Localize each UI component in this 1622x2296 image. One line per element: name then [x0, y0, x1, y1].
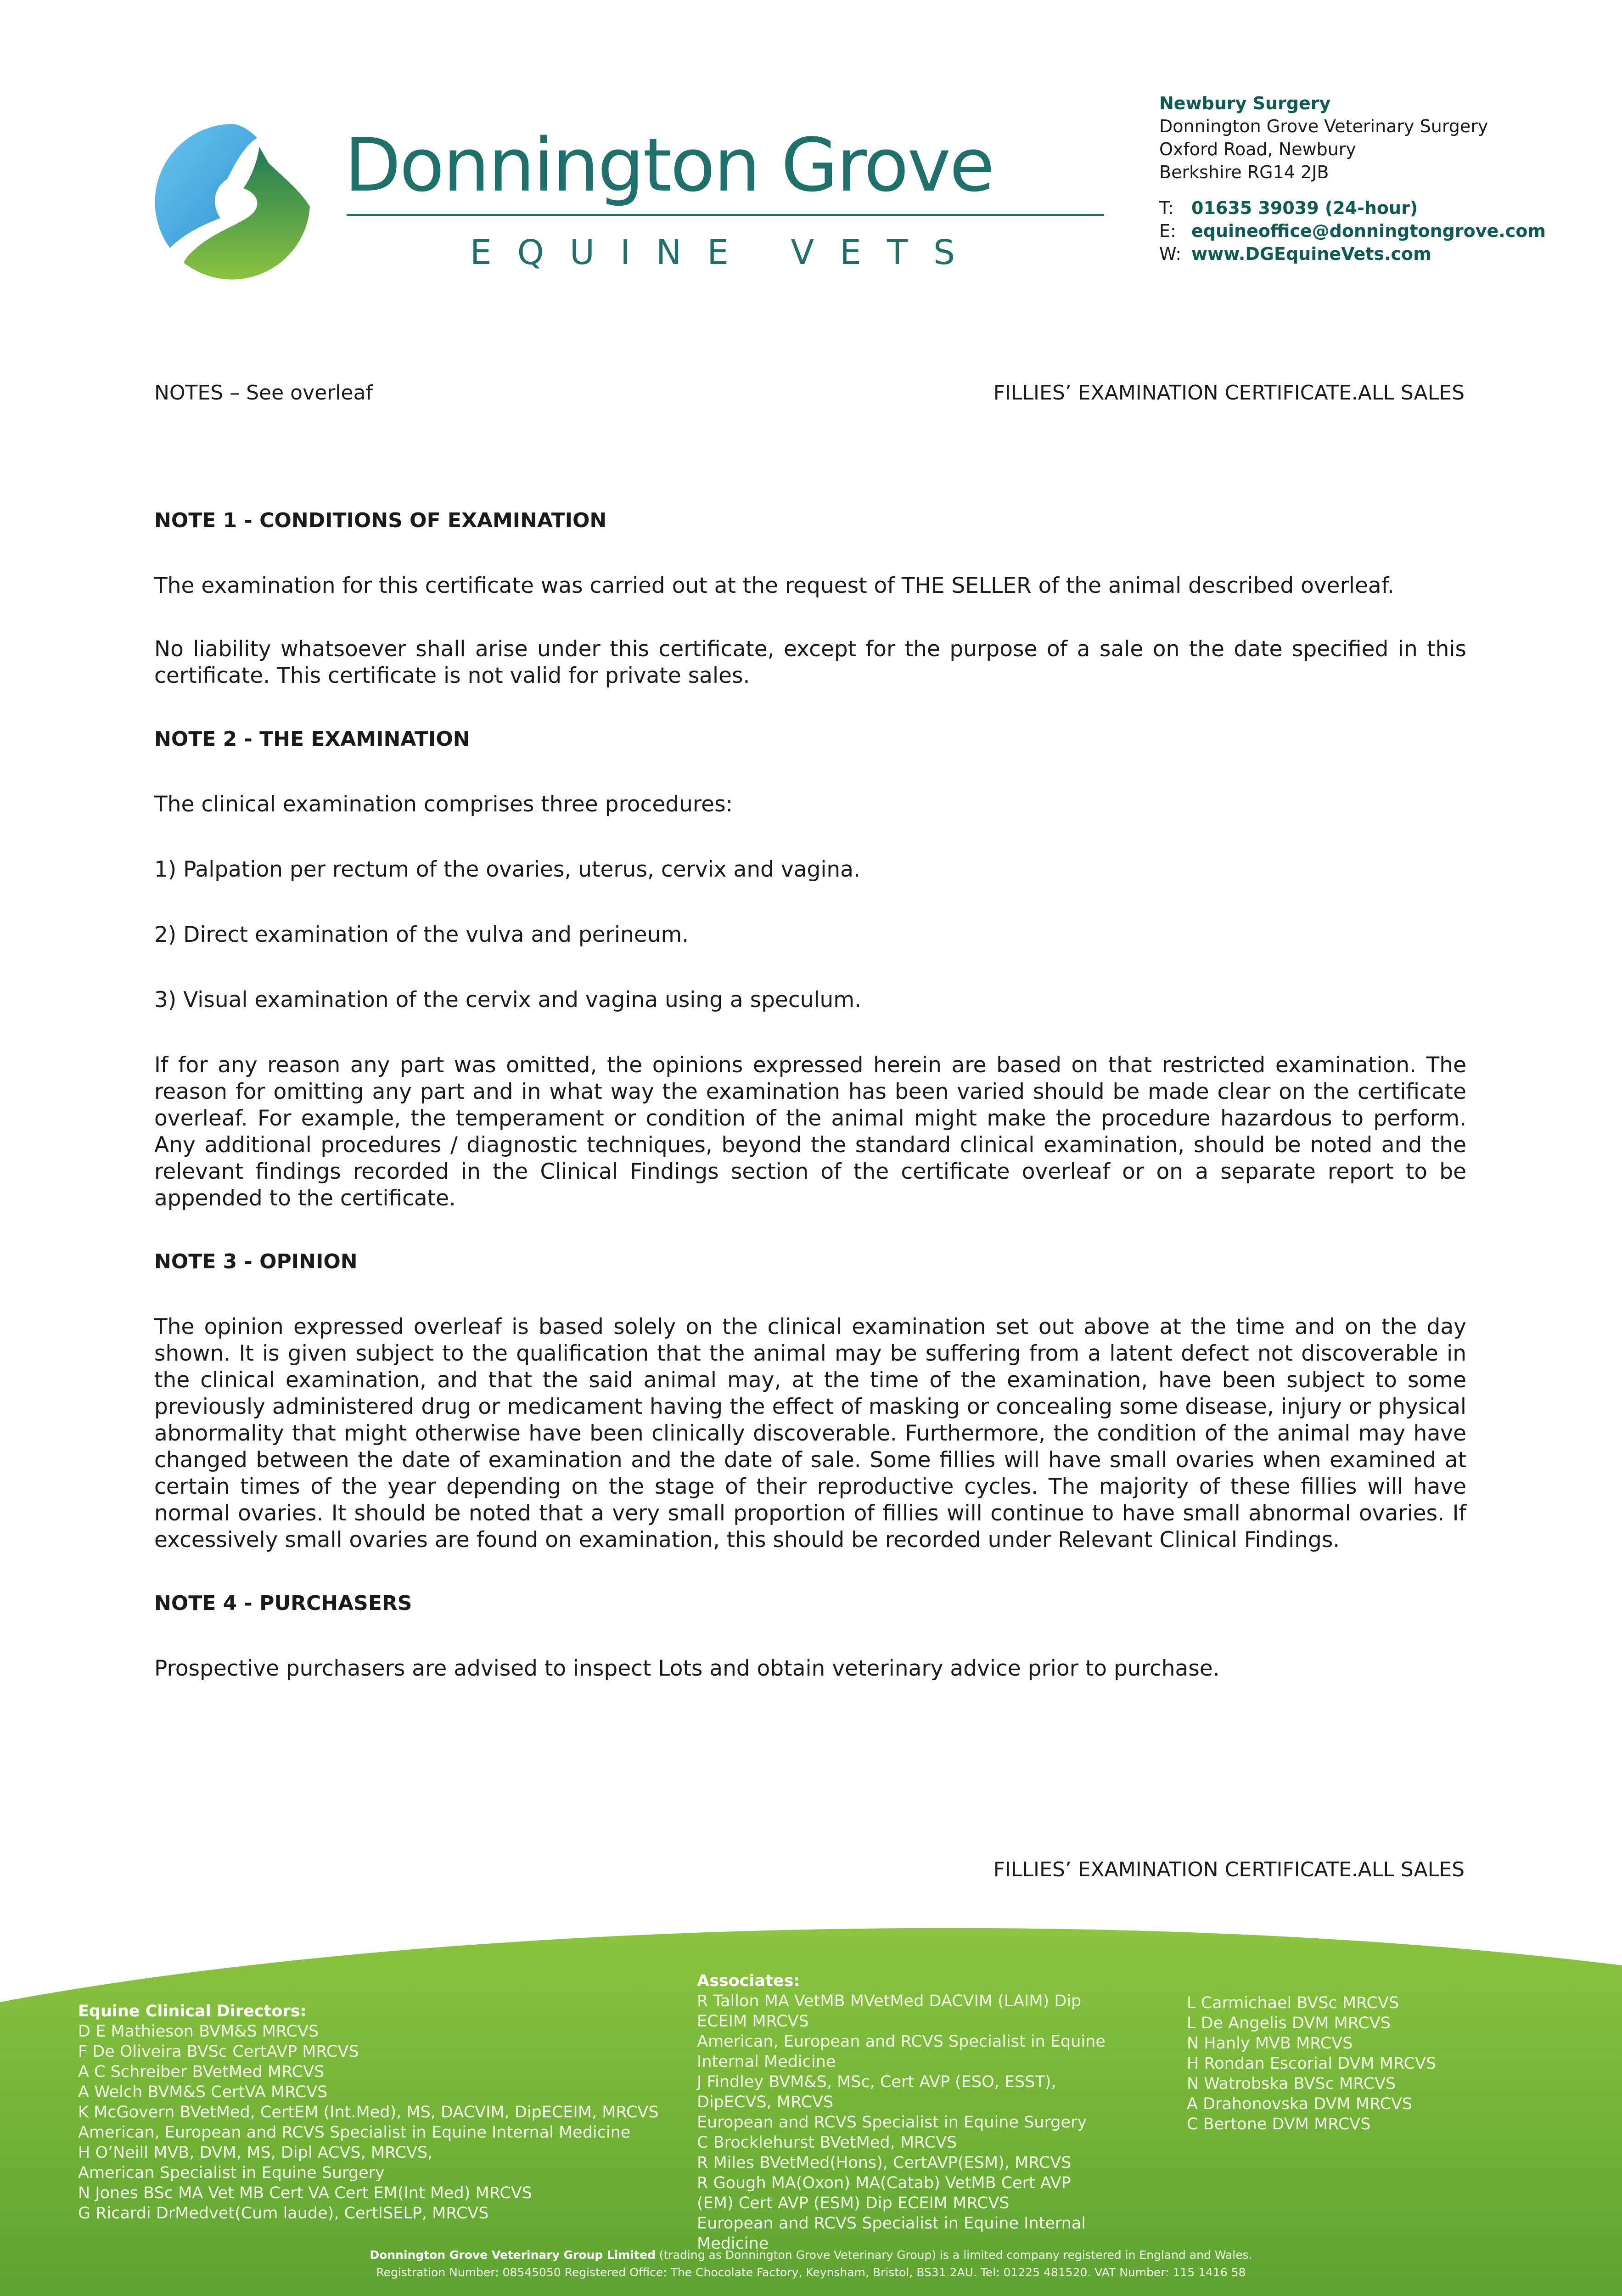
brand-logo [152, 115, 993, 289]
staff-entry: C Brocklehurst BVetMed, MRCVS [697, 2133, 957, 2152]
staff-entry: R Miles BVetMed(Hons), CertAVP(ESM), MRCVS [697, 2154, 1072, 2172]
staff-entry: R Tallon MA VetMB MVetMed DACVIM (LAIM) Dip [697, 1992, 1082, 2010]
associates-heading: Associates: [697, 1972, 800, 1990]
note2-paragraph: If for any reason any part was omitted, the opinions expressed herein are based on that restricted examination. The reason for omitting any part and in what way the examination has been varied should be made clear on the certificate overleaf. For example, the temperament or condition of the animal might make the procedure hazardous to perform. Any additional procedures / diagnostic techniques, beyond the standard clinical examination, should be noted and the relevant findings recorded in the Clinical Findings section of the certificate overleaf or on a separate report to be appended to the certificate. [154, 1052, 1466, 1211]
procedure-item: 2) Direct examination of the vulva and perineum. [154, 922, 689, 947]
legal-notice [0, 2246, 1622, 2281]
phone-label: T: [1159, 198, 1174, 218]
staff-entry: A Welch BVM&S CertVA MRCVS [78, 2083, 328, 2101]
staff-entry: C Bertone DVM MRCVS [1187, 2115, 1371, 2133]
staff-entry: Medicine [697, 2234, 769, 2253]
staff-entry: D E Mathieson BVM&S MRCVS [78, 2022, 319, 2041]
staff-entry: L Carmichael BVSc MRCVS [1187, 1994, 1399, 2012]
procedure-item: 3) Visual examination of the cervix and vagina using a speculum. [154, 987, 862, 1013]
phone-row [1159, 197, 1572, 219]
brand-subtitle: EQUINE VETS [470, 233, 981, 272]
horse-head-emblem-icon [152, 119, 317, 285]
address-line: Berkshire RG14 2JB [1159, 162, 1329, 182]
company-name: Donnington Grove Veterinary Group Limited [370, 2248, 656, 2262]
staff-entry: J Findley BVM&S, MSc, Cert AVP (ESO, ESST), [697, 2073, 1056, 2091]
staff-entry: G Ricardi DrMedvet(Cum laude), CertISELP, MRCVS [78, 2204, 489, 2223]
certificate-title: FILLIES’ EXAMINATION CERTIFICATE.ALL SALES [993, 381, 1465, 405]
web-label: W: [1159, 244, 1182, 264]
staff-entry: European and RCVS Specialist in Equine Internal [697, 2214, 1086, 2233]
note4-heading: NOTE 4 - PURCHASERS [154, 1592, 412, 1615]
note1-heading: NOTE 1 - CONDITIONS OF EXAMINATION [154, 509, 607, 532]
note2-intro: The clinical examination comprises three procedures: [154, 792, 733, 817]
note4-paragraph: Prospective purchasers are advised to inspect Lots and obtain veterinary advice prior to purchase. [154, 1656, 1220, 1681]
website-link[interactable]: www.DGEquineVets.com [1191, 244, 1431, 264]
notes-see-overleaf: NOTES – See overleaf [154, 381, 373, 405]
staff-entry: N Watrobska BVSc MRCVS [1187, 2075, 1396, 2093]
legal-line-1 [0, 2246, 1622, 2264]
email-row [1159, 219, 1572, 242]
staff-entry: R Gough MA(Oxon) MA(Catab) VetMB Cert AVP [697, 2174, 1071, 2192]
web-row [1159, 242, 1572, 265]
staff-entry: American, European and RCVS Specialist in Equine [697, 2032, 1106, 2051]
email-link[interactable]: equineoffice@donningtongrove.com [1191, 221, 1546, 241]
staff-entry: Internal Medicine [697, 2053, 836, 2071]
staff-entry: ECEIM MRCVS [697, 2012, 809, 2031]
brand-divider [347, 214, 1104, 216]
notes-body [154, 507, 1466, 1682]
note3-heading: NOTE 3 - OPINION [154, 1250, 358, 1273]
staff-entry: F De Oliveira BVSc CertAVP MRCVS [78, 2043, 359, 2061]
email-label: E: [1159, 221, 1176, 241]
brand-name: Donnington Grove [344, 122, 993, 208]
surgery-name: Newbury Surgery [1159, 93, 1331, 113]
address-line: Donnington Grove Veterinary Surgery [1159, 116, 1488, 136]
directors-list [78, 2001, 721, 2223]
directors-heading: Equine Clinical Directors: [78, 2002, 307, 2020]
staff-entry: European and RCVS Specialist in Equine Surgery [697, 2113, 1087, 2132]
note1-paragraph: The examination for this certificate was carried out at the request of THE SELLER of the animal described overleaf. [154, 573, 1394, 598]
note3-paragraph: The opinion expressed overleaf is based solely on the clinical examination set out above at the time and on the day shown. It is given subject to the qualification that the animal may be suffering from a latent defect not discoverable in the clinical examination, and that the said animal may, at the time of the examination, have been subject to some previously administered drug or medicament having the effect of masking or concealing some disease, injury or physical abnormality that might otherwise have been clinically discoverable. Furthermore, the condition of the animal may have changed between the date of examination and the date of sale. Some fillies will have small ovaries when examined at certain times of the year depending on the stage of their reproductive cycles. The majority of these fillies will have normal ovaries. It should be noted that a very small proportion of fillies will continue to have small abnormal ovaries. If excessively small ovaries are found on examination, this should be recorded under Relevant Clinical Findings. [154, 1314, 1466, 1553]
staff-entry: American, European and RCVS Specialist in Equine Internal Medicine [78, 2123, 631, 2142]
staff-entry: N Jones BSc MA Vet MB Cert VA Cert EM(Int Med) MRCVS [78, 2184, 532, 2202]
staff-entry: H Rondan Escorial DVM MRCVS [1187, 2054, 1437, 2073]
note1-paragraph: No liability whatsoever shall arise under this certificate, except for the purpose of a sale on the date specified in this certificate. This certificate is not valid for private sales. [154, 636, 1466, 688]
associates-list [697, 1971, 1147, 2254]
staff-entry: L De Angelis DVM MRCVS [1187, 2014, 1391, 2032]
legal-text: (trading as Donnington Grove Veterinary Group) is a limited company registered in England and Wales. [655, 2248, 1252, 2262]
procedure-item: 1) Palpation per rectum of the ovaries, uterus, cervix and vagina. [154, 857, 860, 882]
staff-entry: DipECVS, MRCVS [697, 2093, 834, 2111]
staff-entry: H O’Neill MVB, DVM, MS, Dipl ACVS, MRCVS, [78, 2144, 433, 2162]
staff-entry: A Drahonovska DVM MRCVS [1187, 2095, 1413, 2113]
staff-entry: American Specialist in Equine Surgery [78, 2164, 385, 2182]
contact-block [1159, 92, 1572, 265]
staff-entry: A C Schreiber BVetMed MRCVS [78, 2063, 325, 2081]
staff-entry: K McGovern BVetMed, CertEM (Int.Med), MS, DACVIM, DipECEIM, MRCVS [78, 2103, 659, 2122]
staff-entry: N Hanly MVB MRCVS [1187, 2034, 1353, 2053]
note2-heading: NOTE 2 - THE EXAMINATION [154, 727, 470, 751]
other-vets-list [1187, 1993, 1554, 2134]
address-line: Oxford Road, Newbury [1159, 139, 1356, 159]
footer-certificate-title: FILLIES’ EXAMINATION CERTIFICATE.ALL SALES [993, 1858, 1465, 1881]
legal-line-2: Registration Number: 08545050 Registered Office: The Chocolate Factory, Keynsham, Bristol, BS31 2AU. Tel: 01225 481520. VAT Number: 115 1416 58 [376, 2266, 1246, 2279]
staff-entry: (EM) Cert AVP (ESM) Dip ECEIM MRCVS [697, 2194, 1010, 2212]
phone-number[interactable]: 01635 39039 (24-hour) [1191, 198, 1418, 218]
